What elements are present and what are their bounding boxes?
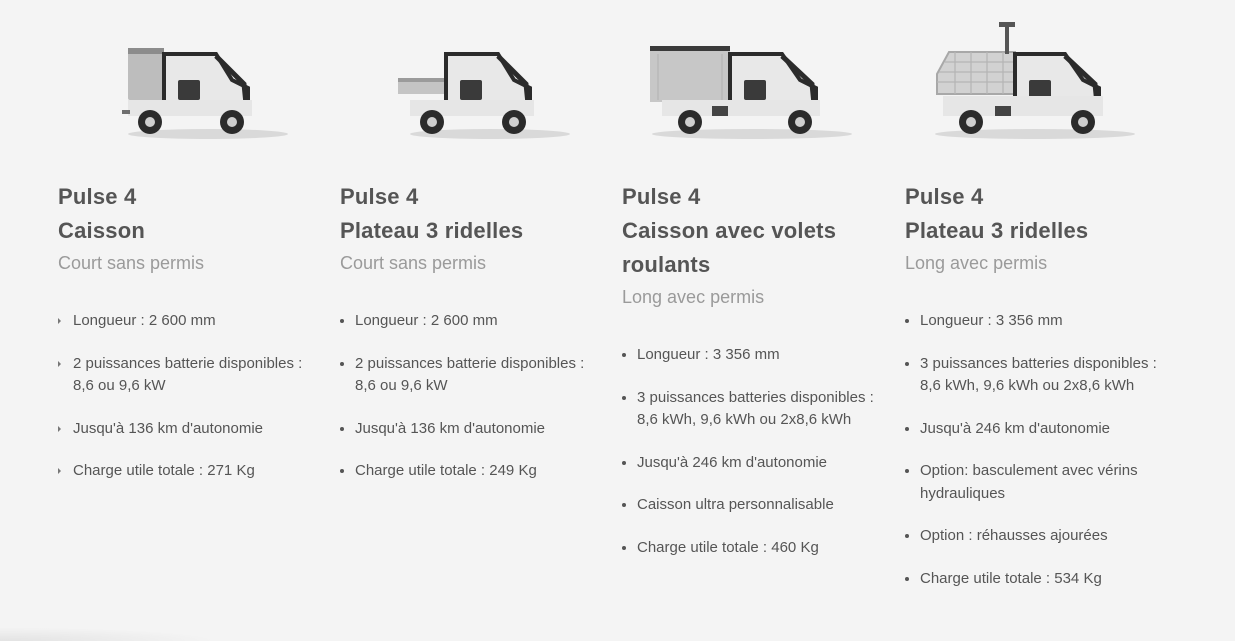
spec-list [622, 344, 884, 579]
spec-list [905, 310, 1167, 610]
spec-item: Charge utile totale : 534 Kg [905, 568, 1167, 591]
corner-shadow [0, 627, 220, 641]
vehicle-plateau-long-icon [915, 18, 1155, 146]
title-line-variant: Caisson avec volets [622, 218, 837, 243]
product-subtitle: Long avec permis [622, 287, 765, 307]
product-subtitle: Long avec permis [905, 253, 1048, 273]
spec-item: Option: basculement avec vérins hydrauliques [905, 460, 1167, 505]
product-title [340, 180, 602, 248]
title-line-model: Pulse 4 [340, 184, 419, 209]
spec-item: Option : réhausses ajourées [905, 525, 1167, 548]
spec-item: Charge utile totale : 271 Kg [58, 460, 320, 483]
spec-item: 2 puissances batterie disponibles : 8,6 ou 9,6 kW [58, 353, 320, 398]
vehicle-caisson-volets-icon [632, 18, 872, 146]
title-line-model: Pulse 4 [622, 184, 701, 209]
product-subtitle: Court sans permis [340, 253, 487, 273]
spec-item: Jusqu'à 246 km d'autonomie [905, 418, 1167, 441]
title-line-variant: Caisson [58, 218, 145, 243]
spec-item: Jusqu'à 246 km d'autonomie [622, 452, 884, 475]
vehicle-plateau-icon [380, 18, 620, 146]
title-line-model: Pulse 4 [905, 184, 984, 209]
spec-list [58, 310, 320, 503]
product-subtitle: Court sans permis [58, 253, 205, 273]
title-line-variant-cont: roulants [622, 252, 711, 277]
spec-list [340, 310, 602, 503]
spec-item: Longueur : 3 356 mm [622, 344, 884, 367]
spec-item: Longueur : 2 600 mm [58, 310, 320, 333]
product-title [905, 180, 1167, 248]
spec-item: Jusqu'à 136 km d'autonomie [340, 418, 602, 441]
product-title [58, 180, 320, 248]
vehicle-caisson-icon [98, 18, 338, 146]
title-line-model: Pulse 4 [58, 184, 137, 209]
spec-item: Charge utile totale : 460 Kg [622, 537, 884, 560]
spec-item: 3 puissances batteries disponibles : 8,6 kWh, 9,6 kWh ou 2x8,6 kWh [622, 387, 884, 432]
spec-item: Longueur : 3 356 mm [905, 310, 1167, 333]
spec-item: Caisson ultra personnalisable [622, 494, 884, 517]
spec-item: Jusqu'à 136 km d'autonomie [58, 418, 320, 441]
product-title [622, 180, 884, 282]
title-line-variant: Plateau 3 ridelles [905, 218, 1089, 243]
spec-item: Longueur : 2 600 mm [340, 310, 602, 333]
spec-item: 3 puissances batteries disponibles : 8,6 kWh, 9,6 kWh ou 2x8,6 kWh [905, 353, 1167, 398]
spec-item: 2 puissances batterie disponibles : 8,6 ou 9,6 kW [340, 353, 602, 398]
title-line-variant: Plateau 3 ridelles [340, 218, 524, 243]
spec-item: Charge utile totale : 249 Kg [340, 460, 602, 483]
